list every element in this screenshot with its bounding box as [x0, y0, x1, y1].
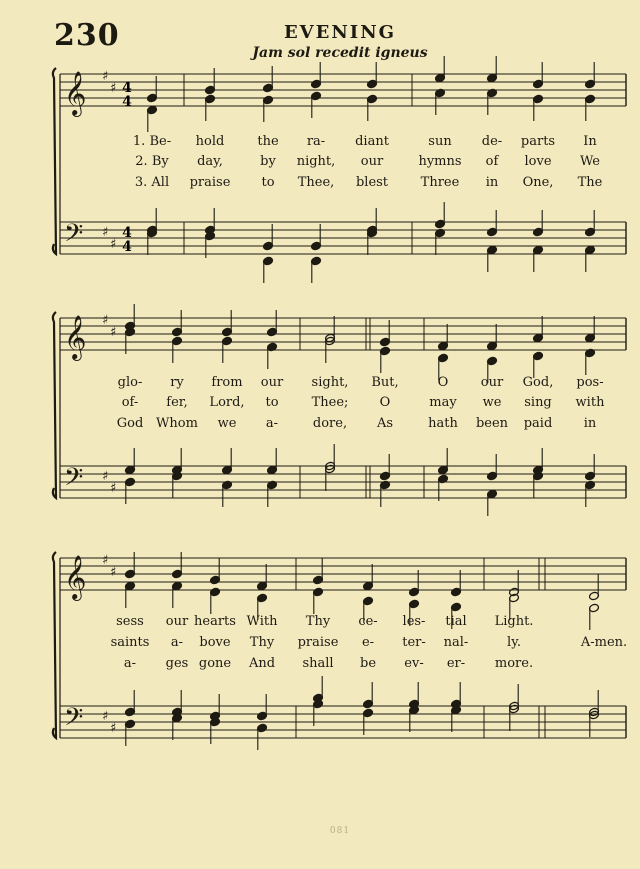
footer-mark: 081 — [329, 826, 351, 836]
lyric-s1-v1-w5: O — [379, 395, 391, 410]
lyric-s0-v1-w4: our — [360, 154, 384, 169]
lyric-s2-v1-w1: a- — [170, 635, 184, 650]
lyric-s0-v2-w0: 3. All — [134, 175, 170, 190]
key-sharp-s1-0-0: ♯ — [102, 313, 109, 328]
lyric-s2-v2-w7: er- — [446, 656, 466, 671]
lyric-s2-v0-w7: tial — [445, 614, 467, 629]
lyric-s0-v2-w1: praise — [189, 175, 231, 190]
lyric-s2-v1-w7: nal- — [443, 635, 469, 650]
lyric-s1-v2-w9: in — [583, 416, 597, 431]
time-sig-bass-bottom: 4 — [122, 239, 132, 255]
lyric-s2-v0-w3: With — [246, 614, 278, 629]
lyric-s2-v1-w4: praise — [297, 635, 339, 650]
lyric-s1-v0-w5: But, — [371, 375, 399, 390]
lyric-s0-v0-w4: diant — [355, 134, 389, 149]
lyric-s0-v1-w0: 2. By — [135, 154, 169, 169]
lyric-s1-v2-w5: As — [376, 416, 394, 431]
lyric-s0-v1-w6: of — [485, 154, 499, 169]
lyric-s0-v1-w1: day, — [197, 154, 223, 169]
lyric-s0-v2-w6: in — [485, 175, 499, 190]
lyric-s0-v2-w2: to — [261, 175, 275, 190]
lyric-s1-v2-w8: paid — [523, 416, 553, 431]
key-sharp-s0-0-0: ♯ — [102, 69, 109, 84]
key-sharp-s2-0-1: ♯ — [110, 565, 117, 580]
lyric-s2-v0-w6: les- — [402, 614, 426, 629]
lyric-s0-v0-w5: sun — [428, 134, 452, 149]
time-sig-treble-top: 4 — [122, 80, 132, 96]
lyric-s0-v0-w2: the — [257, 134, 279, 149]
hymn-title: EVENING — [283, 22, 397, 43]
lyric-s1-v2-w4: dore, — [312, 416, 348, 431]
key-sharp-s2-1-0: ♯ — [102, 709, 109, 724]
lyric-s2-v2-w1: ges — [165, 656, 189, 671]
bass-clef-s1: 𝄢 — [64, 463, 84, 498]
system-brace-s2 — [53, 552, 56, 738]
lyric-s2-v1-w8: ly. — [507, 635, 521, 650]
key-sharp-s0-1-1: ♯ — [110, 237, 117, 252]
lyric-s2-v2-w8: more. — [494, 656, 534, 671]
lyric-s1-v1-w6: may — [429, 395, 457, 410]
lyric-s2-v2-w6: ev- — [404, 656, 424, 671]
lyric-s0-v0-w3: ra- — [306, 134, 326, 149]
lyric-s0-v1-w5: hymns — [418, 154, 462, 169]
lyric-s1-v1-w9: with — [575, 395, 605, 410]
key-sharp-s0-1-0: ♯ — [102, 225, 109, 240]
treble-clef-s0: 𝄞 — [64, 71, 87, 115]
key-sharp-s0-0-1: ♯ — [110, 81, 117, 96]
system-brace-s0 — [53, 68, 56, 254]
lyric-s0-v2-w3: Thee, — [297, 175, 335, 190]
lyric-s1-v0-w2: from — [211, 375, 243, 390]
lyric-s0-v0-w0: 1. Be- — [132, 134, 172, 149]
lyric-s1-v1-w0: of- — [121, 395, 139, 410]
lyric-s2-v1-w6: ter- — [402, 635, 426, 650]
lyric-s0-v2-w5: Three — [420, 175, 460, 190]
lyric-s2-v0-w1: our — [165, 614, 189, 629]
lyric-s2-v1-w9: A-men. — [580, 635, 628, 650]
lyric-s1-v2-w7: been — [475, 416, 509, 431]
lyric-s1-v1-w2: Lord, — [209, 395, 245, 410]
lyric-s2-v2-w4: shall — [302, 656, 334, 671]
lyric-s0-v0-w6: de- — [481, 134, 503, 149]
lyric-s1-v0-w9: pos- — [576, 375, 604, 390]
lyric-s2-v0-w0: sess — [116, 614, 144, 629]
lyric-s2-v1-w5: e- — [361, 635, 375, 650]
page-number: 230 — [54, 18, 120, 53]
lyric-s2-v2-w0: a- — [123, 656, 137, 671]
lyric-s2-v2-w2: gone — [198, 656, 232, 671]
lyric-s1-v2-w6: hath — [428, 416, 458, 431]
system-brace-s1 — [53, 312, 56, 498]
time-sig-treble-bottom: 4 — [122, 94, 132, 110]
lyric-s1-v1-w4: Thee; — [311, 395, 349, 410]
lyric-s0-v1-w3: night, — [296, 154, 336, 169]
lyric-s1-v0-w3: our — [260, 375, 284, 390]
lyric-s1-v0-w6: O — [437, 375, 449, 390]
lyric-s0-v1-w2: by — [260, 154, 276, 169]
lyric-s1-v2-w1: Whom — [156, 416, 198, 431]
lyric-s1-v1-w1: fer, — [166, 395, 188, 410]
lyric-s1-v2-w0: God — [116, 416, 144, 431]
lyric-s2-v0-w8: Light. — [494, 614, 534, 629]
lyric-s1-v2-w3: a- — [265, 416, 279, 431]
lyric-s1-v0-w0: glo- — [117, 375, 143, 390]
lyric-s0-v1-w8: We — [580, 154, 600, 169]
key-sharp-s1-1-1: ♯ — [110, 481, 117, 496]
lyric-s0-v0-w1: hold — [195, 134, 225, 149]
treble-clef-s2: 𝄞 — [64, 555, 87, 599]
lyric-s1-v1-w3: to — [265, 395, 279, 410]
lyric-s1-v0-w4: sight, — [311, 375, 349, 390]
lyric-s1-v2-w2: we — [217, 416, 237, 431]
lyric-s1-v0-w7: our — [480, 375, 504, 390]
lyric-s2-v1-w2: bove — [199, 635, 231, 650]
lyric-s1-v1-w8: sing — [524, 395, 552, 410]
lyric-s0-v1-w7: love — [524, 154, 552, 169]
key-sharp-s2-0-0: ♯ — [102, 553, 109, 568]
key-sharp-s1-0-1: ♯ — [110, 325, 117, 340]
time-sig-bass-top: 4 — [122, 225, 132, 241]
lyric-s2-v2-w3: And — [248, 656, 276, 671]
lyric-s0-v2-w7: One, — [522, 175, 554, 190]
lyric-s0-v0-w7: parts — [520, 134, 556, 149]
lyric-s2-v2-w5: be — [359, 656, 377, 671]
lyric-s2-v1-w3: Thy — [249, 635, 275, 650]
key-sharp-s2-1-1: ♯ — [110, 721, 117, 736]
hymn-subtitle: Jam sol recedit igneus — [252, 45, 428, 61]
lyric-s1-v0-w8: God, — [522, 375, 554, 390]
lyric-s2-v0-w5: ce- — [358, 614, 378, 629]
lyric-s2-v0-w2: hearts — [194, 614, 236, 629]
lyric-s2-v1-w0: saints — [110, 635, 150, 650]
lyric-s0-v2-w4: blest — [355, 175, 389, 190]
lyric-s0-v2-w8: The — [577, 175, 603, 190]
lyric-s1-v0-w1: ry — [170, 375, 184, 390]
key-sharp-s1-1-0: ♯ — [102, 469, 109, 484]
lyric-s2-v0-w4: Thy — [305, 614, 331, 629]
treble-clef-s1: 𝄞 — [64, 315, 87, 359]
lyric-s1-v1-w7: we — [482, 395, 502, 410]
bass-clef-s2: 𝄢 — [64, 703, 84, 738]
bass-clef-s0: 𝄢 — [64, 219, 84, 254]
lyric-s0-v0-w8: In — [583, 134, 597, 149]
